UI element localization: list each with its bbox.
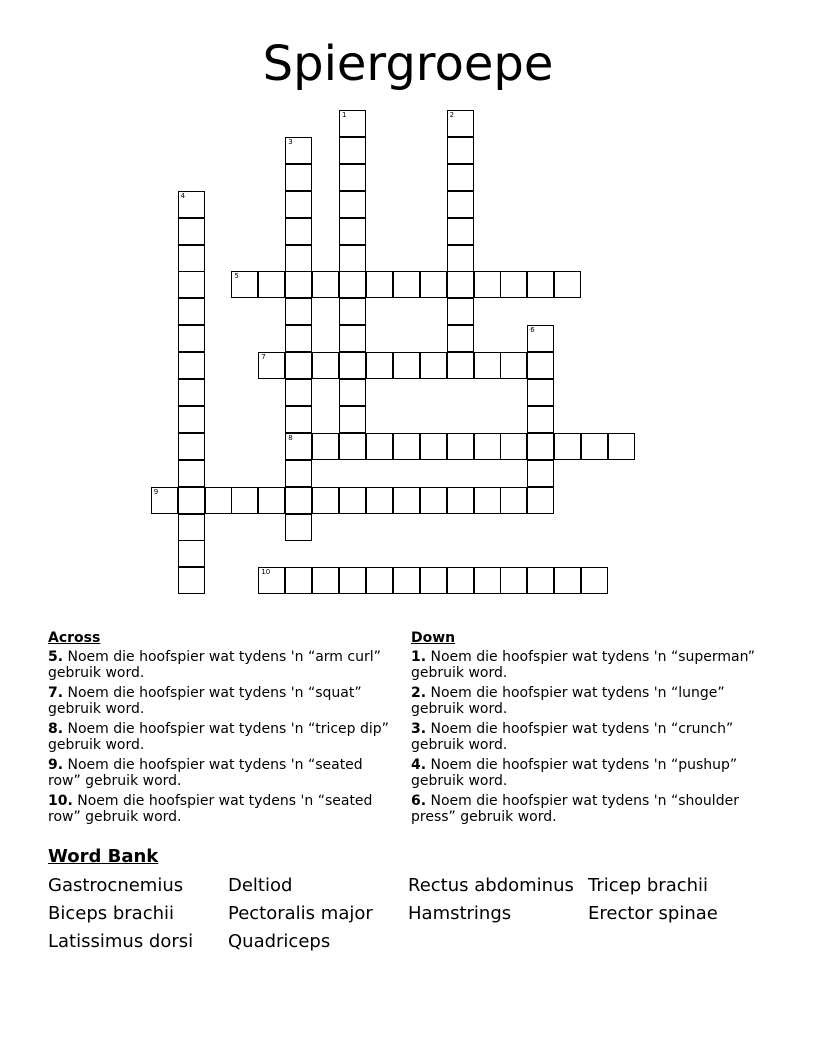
crossword-cell[interactable]: [527, 487, 554, 514]
crossword-cell[interactable]: [447, 433, 474, 460]
crossword-cell[interactable]: [178, 325, 205, 352]
crossword-cell[interactable]: [285, 298, 312, 325]
crossword-cell[interactable]: [581, 567, 608, 594]
crossword-cell[interactable]: [393, 487, 420, 514]
crossword-cell[interactable]: [339, 487, 366, 514]
crossword-cell[interactable]: [500, 352, 527, 379]
crossword-cell[interactable]: [178, 406, 205, 433]
cell-number: 8: [288, 433, 293, 442]
crossword-cell[interactable]: [258, 352, 285, 379]
crossword-cell[interactable]: [527, 406, 554, 433]
crossword-cell[interactable]: [339, 298, 366, 325]
crossword-cell[interactable]: [258, 487, 285, 514]
crossword-cell[interactable]: [447, 298, 474, 325]
crossword-cell[interactable]: [178, 218, 205, 245]
clue-number: 6.: [411, 793, 427, 809]
crossword-cell[interactable]: [474, 567, 501, 594]
word-bank-item: Latissimus dorsi: [48, 931, 194, 952]
crossword-cell[interactable]: [366, 352, 393, 379]
crossword-cell[interactable]: [178, 191, 205, 218]
crossword-cell[interactable]: [312, 433, 339, 460]
crossword-cell[interactable]: [339, 271, 366, 298]
clue-text: Noem die hoofspier wat tydens 'n “lunge” gebruik word.: [411, 685, 725, 717]
crossword-cell[interactable]: [285, 433, 312, 460]
clue-across-10: [48, 793, 398, 825]
crossword-cell[interactable]: [285, 406, 312, 433]
clue-across-7: [48, 685, 398, 717]
crossword-cell[interactable]: [285, 567, 312, 594]
crossword-cell[interactable]: [393, 271, 420, 298]
crossword-cell[interactable]: [447, 137, 474, 164]
clue-down-2: [411, 685, 761, 717]
crossword-cell[interactable]: [339, 567, 366, 594]
crossword-cell[interactable]: [312, 352, 339, 379]
crossword-cell[interactable]: [285, 245, 312, 272]
crossword-cell[interactable]: [393, 352, 420, 379]
crossword-cell[interactable]: [447, 487, 474, 514]
clue-number: 1.: [411, 649, 427, 665]
crossword-cell[interactable]: [178, 271, 205, 298]
cell-number: 5: [234, 272, 239, 281]
crossword-cell[interactable]: [285, 487, 312, 514]
crossword-cell[interactable]: [339, 137, 366, 164]
page-title: Spiergroepe: [262, 36, 554, 92]
crossword-cell[interactable]: [527, 567, 554, 594]
cell-number: 10: [261, 568, 271, 577]
crossword-cell[interactable]: [178, 298, 205, 325]
crossword-cell[interactable]: [178, 379, 205, 406]
crossword-cell[interactable]: [474, 271, 501, 298]
clue-text: Noem die hoofspier wat tydens 'n “seated row” gebruik word.: [48, 757, 363, 789]
crossword-cell[interactable]: [178, 245, 205, 272]
crossword-cell[interactable]: [285, 325, 312, 352]
word-bank-item: Deltiod: [228, 875, 293, 896]
across-clues: [48, 629, 398, 829]
word-bank-item: Hamstrings: [408, 903, 512, 924]
crossword-cell[interactable]: [447, 271, 474, 298]
crossword-cell[interactable]: [474, 433, 501, 460]
clue-down-6: [411, 793, 761, 825]
crossword-cell[interactable]: [339, 191, 366, 218]
crossword-cell[interactable]: [285, 379, 312, 406]
clue-text: Noem die hoofspier wat tydens 'n “arm curl” gebruik word.: [48, 649, 381, 681]
crossword-cell[interactable]: [474, 352, 501, 379]
crossword-cell[interactable]: [447, 245, 474, 272]
crossword-cell[interactable]: [231, 487, 258, 514]
clue-text: Noem die hoofspier wat tydens 'n “pushup” gebruik word.: [411, 757, 738, 789]
crossword-cell[interactable]: [178, 487, 205, 514]
clue-text: Noem die hoofspier wat tydens 'n “seated row” gebruik word.: [48, 793, 373, 825]
clue-across-5: [48, 649, 398, 681]
cell-number: 6: [530, 326, 535, 335]
clue-text: Noem die hoofspier wat tydens 'n “shoulder press” gebruik word.: [411, 793, 739, 825]
crossword-cell[interactable]: [285, 460, 312, 487]
crossword-cell[interactable]: [554, 433, 581, 460]
crossword-cell[interactable]: [231, 271, 258, 298]
crossword-cell[interactable]: [527, 379, 554, 406]
word-bank-title: Word Bank: [48, 846, 159, 867]
crossword-cell[interactable]: [500, 271, 527, 298]
crossword-cell[interactable]: [554, 567, 581, 594]
crossword-cell[interactable]: [393, 567, 420, 594]
crossword-cell[interactable]: [500, 487, 527, 514]
cell-number: 9: [153, 487, 159, 496]
crossword-cell[interactable]: [366, 433, 393, 460]
crossword-cell[interactable]: [178, 540, 205, 567]
word-bank: [48, 872, 778, 956]
crossword-cell[interactable]: [285, 137, 312, 164]
crossword-cell[interactable]: [420, 567, 447, 594]
crossword-cell[interactable]: [447, 110, 474, 137]
crossword-cell[interactable]: [339, 379, 366, 406]
crossword-cell[interactable]: [178, 514, 205, 541]
crossword-cell[interactable]: [285, 191, 312, 218]
crossword-cell[interactable]: [500, 433, 527, 460]
crossword-cell[interactable]: [447, 218, 474, 245]
clue-across-8: [48, 721, 398, 753]
clue-number: 2.: [411, 685, 427, 701]
crossword-cell[interactable]: [178, 352, 205, 379]
cell-number: 2: [449, 111, 455, 119]
crossword-cell[interactable]: [447, 567, 474, 594]
crossword-cell[interactable]: [178, 460, 205, 487]
crossword-cell[interactable]: [339, 325, 366, 352]
word-bank-item: Tricep brachii: [588, 875, 709, 896]
crossword-cell[interactable]: [447, 325, 474, 352]
crossword-cell[interactable]: [527, 460, 554, 487]
across-heading: Across: [48, 630, 101, 646]
crossword-cell[interactable]: [258, 271, 285, 298]
clue-number: 8.: [48, 721, 64, 737]
crossword-cell[interactable]: [258, 567, 285, 594]
crossword-cell[interactable]: [312, 567, 339, 594]
word-bank-item: Erector spinae: [588, 903, 718, 924]
crossword-cell[interactable]: [151, 487, 178, 514]
crossword-cell[interactable]: [339, 352, 366, 379]
crossword-cell[interactable]: [474, 487, 501, 514]
clue-down-3: [411, 721, 761, 753]
clue-number: 9.: [48, 757, 64, 773]
clue-text: Noem die hoofspier wat tydens 'n “crunch” gebruik word.: [411, 721, 734, 753]
crossword-cell[interactable]: [312, 487, 339, 514]
cell-number: 3: [288, 137, 293, 146]
crossword-cell[interactable]: [500, 567, 527, 594]
crossword-cell[interactable]: [339, 433, 366, 460]
crossword-cell[interactable]: [447, 191, 474, 218]
clue-text: Noem die hoofspier wat tydens 'n “tricep dip” gebruik word.: [48, 721, 389, 753]
word-bank-item: Rectus abdominus: [408, 875, 574, 896]
crossword-cell[interactable]: [393, 433, 420, 460]
crossword-cell[interactable]: [339, 110, 366, 137]
crossword-cell[interactable]: [312, 271, 339, 298]
cell-number: 7: [261, 353, 266, 362]
cell-number: 1: [342, 111, 347, 119]
clue-number: 5.: [48, 649, 64, 665]
clue-text: Noem die hoofspier wat tydens 'n “superman” gebruik word.: [411, 649, 755, 681]
clue-number: 10.: [48, 793, 73, 809]
clue-number: 7.: [48, 685, 64, 701]
crossword-cell[interactable]: [339, 245, 366, 272]
crossword-cell[interactable]: [527, 352, 554, 379]
clue-number: 3.: [411, 721, 427, 737]
word-bank-item: Biceps brachii: [48, 903, 175, 924]
crossword-cell[interactable]: [447, 164, 474, 191]
crossword-cell[interactable]: [178, 433, 205, 460]
crossword-cell[interactable]: [420, 433, 447, 460]
crossword-cell[interactable]: [178, 567, 205, 594]
word-bank-item: Gastrocnemius: [48, 875, 184, 896]
crossword-cell[interactable]: [285, 164, 312, 191]
crossword-cell[interactable]: [366, 567, 393, 594]
clue-down-1: [411, 649, 761, 681]
crossword-cell[interactable]: [339, 406, 366, 433]
crossword-cell[interactable]: [527, 325, 554, 352]
crossword-cell[interactable]: [285, 514, 312, 541]
crossword-cell[interactable]: [420, 352, 447, 379]
crossword-cell[interactable]: [366, 487, 393, 514]
crossword-cell[interactable]: [447, 352, 474, 379]
cell-number: 4: [180, 191, 186, 200]
crossword-cell[interactable]: [527, 433, 554, 460]
down-heading: Down: [411, 630, 456, 646]
clue-down-4: [411, 757, 761, 789]
crossword-cell[interactable]: [339, 218, 366, 245]
crossword-cell[interactable]: [366, 271, 393, 298]
down-clues: [411, 629, 761, 829]
crossword-cell[interactable]: [527, 271, 554, 298]
crossword-cell[interactable]: [285, 218, 312, 245]
clue-number: 4.: [411, 757, 427, 773]
clue-text: Noem die hoofspier wat tydens 'n “squat” gebruik word.: [48, 685, 362, 717]
clue-across-9: [48, 757, 398, 789]
crossword-cell[interactable]: [420, 487, 447, 514]
crossword-cell[interactable]: [581, 433, 608, 460]
crossword-cell[interactable]: [554, 271, 581, 298]
crossword-cell[interactable]: [285, 271, 312, 298]
word-bank-item: Pectoralis major: [228, 903, 373, 924]
crossword-cell[interactable]: [339, 164, 366, 191]
word-bank-item: Quadriceps: [228, 931, 331, 952]
crossword-cell[interactable]: [205, 487, 232, 514]
crossword-cell[interactable]: [608, 433, 635, 460]
crossword-cell[interactable]: [420, 271, 447, 298]
crossword-cell[interactable]: [285, 352, 312, 379]
